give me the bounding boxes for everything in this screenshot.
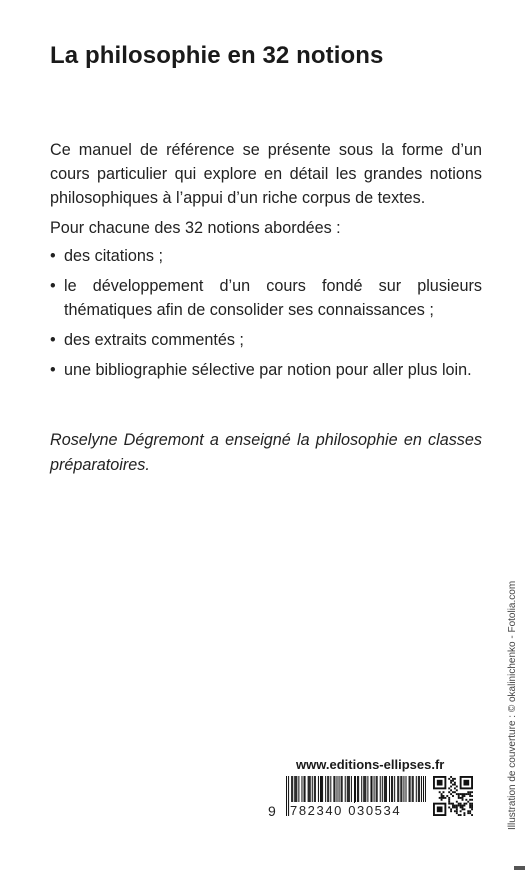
bullet-icon: • (50, 277, 56, 295)
list-item-text: le développement d’un cours fondé sur plusieurs thématiques afin de consolider ses connaissances ; (64, 277, 482, 319)
isbn-digits: 782340 030534 (290, 803, 427, 818)
bullet-icon: • (50, 361, 56, 379)
list-item (50, 358, 482, 382)
list-item-text: une bibliographie sélective par notion pour aller plus loin. (64, 361, 472, 379)
list-item (50, 274, 482, 322)
edge-mark (514, 866, 525, 870)
notions-lead: Pour chacune des 32 notions abordées : (50, 219, 341, 237)
qr-code-icon (433, 776, 473, 816)
intro-paragraph: Ce manuel de référence se présente sous la forme d’un cours particulier qui explore en détail les grandes notions philosophiques à l’appui d’un riche corpus de textes. (50, 141, 482, 207)
list-item (50, 244, 482, 268)
author-note: Roselyne Dégremont a enseigné la philosophie en classes préparatoires. (50, 431, 482, 474)
list-item-text: des extraits commentés ; (64, 331, 244, 349)
bullet-icon: • (50, 247, 56, 265)
book-title: La philosophie en 32 notions (50, 42, 384, 69)
list-item (50, 328, 482, 352)
bullet-icon: • (50, 331, 56, 349)
cover-credit: Illustration de couverture : © okalinichenko - Fotolia.com (507, 580, 518, 830)
isbn-first-digit: 9 (268, 803, 276, 819)
list-item-text: des citations ; (64, 247, 163, 265)
publisher-website: www.editions-ellipses.fr (296, 757, 445, 772)
features-list (50, 244, 482, 388)
